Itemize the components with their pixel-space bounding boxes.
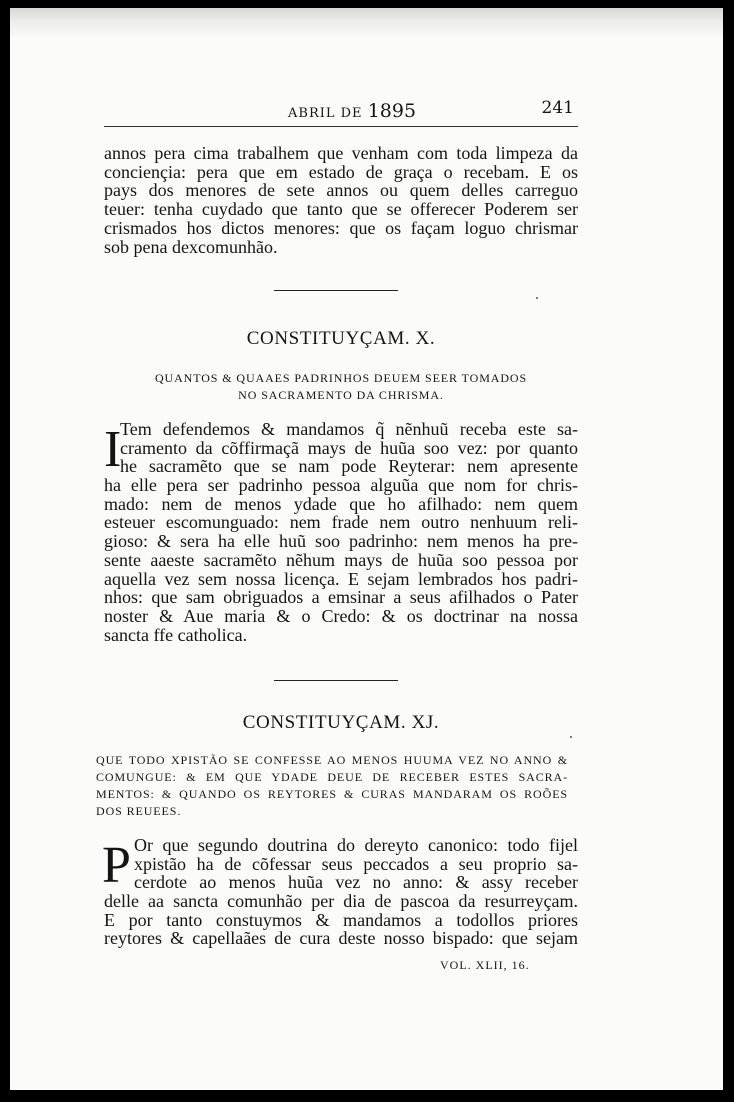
drop-cap: I: [104, 421, 122, 478]
body-line: E por tanto constuymos & mandamos a todollos priores: [104, 909, 578, 930]
section-x-title: CONSTITUYÇAM. X.: [246, 328, 436, 349]
section-divider: [274, 680, 398, 681]
intro-line: annos pera cima trabalhem que venham com toda limpeza da: [104, 143, 578, 163]
body-line: sente aaeste sacramẽto nẽhum mays de huũa soo pessoa por: [104, 549, 578, 570]
body-line: noster & Aue maria & o Credo: & os doctrinar na nossa: [104, 605, 578, 626]
body-line: nhos: que sam obriguados a emsinar a seus afilhados o Pater: [104, 587, 578, 608]
page-header: [104, 92, 578, 127]
print-speck: [570, 736, 572, 738]
body-line: xpistão ha de cõfessar seus peccados a seu proprio sa-: [134, 853, 578, 874]
body-line: gioso: & sera ha elle huũ soo padrinho: nem menos ha pre-: [104, 531, 578, 552]
body-line: cramento da cõffirmaçã mays de huũa soo vez: por quanto: [120, 437, 578, 458]
intro-line: crismados hos dictos menores: que os façam loguo chrismar: [104, 217, 578, 238]
section-divider: [274, 290, 398, 291]
section-xi-title: CONSTITUYÇAM. XJ.: [242, 712, 440, 733]
signature-mark: VOL. XLII, 16.: [440, 958, 530, 972]
body-line: aquella vez sem nossa licença. E sejam lembrados hos padri-: [104, 568, 578, 589]
intro-paragraph: [104, 144, 578, 256]
body-line: sancta ffe catholica.: [104, 624, 248, 645]
running-head-year: 1895: [367, 100, 417, 122]
section-x-caption: [104, 370, 578, 404]
section-x-body: [104, 476, 578, 644]
book-page: [10, 8, 723, 1090]
section-x-indented-lines: [120, 420, 578, 476]
print-speck: [536, 297, 538, 299]
caption-line: DOS REUEES.: [96, 804, 182, 818]
drop-cap: P: [102, 837, 131, 894]
body-line: delle aa sancta comunhão per dia de pascoa da resurreyçam.: [104, 891, 578, 911]
caption-line: MENTOS: & QUANDO OS REYTORES & CURAS MANDARAM OS ROÕES: [96, 787, 568, 801]
body-line: esteuer escomunguado: nem frade nem outro nenhuum reli-: [104, 512, 578, 533]
scan-edge-shading: [10, 8, 723, 38]
section-xi-caption: [96, 752, 568, 820]
caption-line: QUE TODO XPISTÃO SE CONFESSE AO MENOS HUUMA VEZ NO ANNO &: [96, 753, 568, 767]
body-line: reytores & capellaães de cura deste nosso bispado: que sejam: [104, 928, 578, 949]
running-head: [288, 100, 416, 122]
section-xi-body: [104, 892, 578, 948]
intro-line: conciençia: pera que em estado de graça o recebam. E os: [104, 161, 578, 182]
intro-line: pays dos menores de sete annos ou quem delles carreguo: [104, 180, 578, 201]
body-line: he sacramẽto que se nam pode Reyterar: nem apresente: [120, 456, 578, 477]
caption-line: QUANTOS & QUAAES PADRINHOS DEUEM SEER TOMADOS: [154, 371, 528, 385]
section-xi-indented-lines: [134, 836, 578, 892]
caption-line: COMUNGUE: & EM QUE YDADE DEUE DE RECEBER ESTES SACRA-: [96, 770, 568, 784]
page-number: 241: [541, 98, 574, 118]
body-line: Or que segundo doutrina do dereyto canonico: todo fijel: [134, 835, 578, 855]
running-head-prefix: ABRIL DE: [288, 106, 363, 121]
intro-line: sob pena dexcomunhão.: [104, 236, 278, 257]
body-line: mado: nem de menos ydade que ho afilhado: nem quem: [104, 493, 578, 514]
body-line: Tem defendemos & mandamos q̃ nẽnhuũ receba este sa-: [120, 419, 578, 439]
body-line: ha elle pera ser padrinho pessoa alguũa que nom for chris-: [104, 475, 578, 495]
caption-line: NO SACRAMENTO DA CHRISMA.: [238, 388, 444, 402]
body-line: cerdote ao menos huũa vez no anno: & assy receber: [134, 872, 578, 893]
intro-line: teuer: tenha cuydado que tanto que se offerecer Poderem ser: [104, 199, 578, 220]
